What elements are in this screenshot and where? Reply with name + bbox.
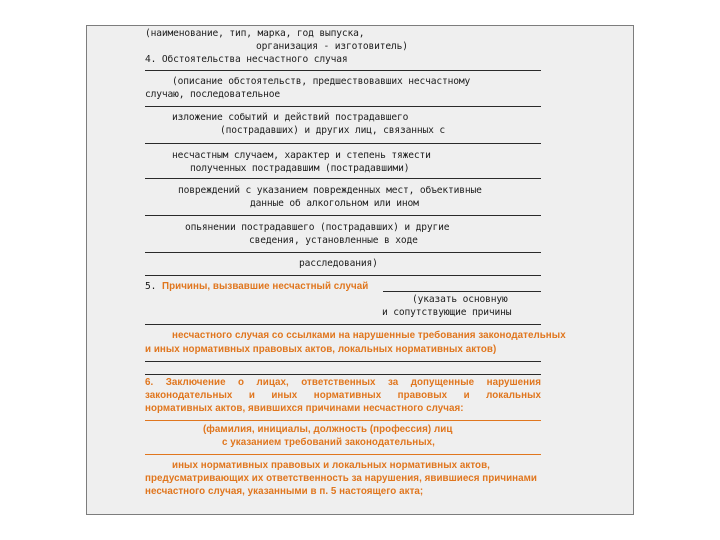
causes-caption-2: и сопутствующие причины [382,307,512,318]
section-6-text: законодательных и иных нормативных правовых и локальных [145,390,541,401]
section-5-number: 5. [145,281,157,292]
equipment-caption: (наименование, тип, марка, год выпуска, [145,28,365,39]
circumstances-caption-2: случаю, последовательное [145,89,281,100]
intoxication-caption: опьянении пострадавшего (пострадавших) и другие [185,222,450,233]
persons-caption: (фамилия, инициалы, должность (профессия) лиц [203,424,453,435]
acts-caption-3: несчастного случая, указанными в п. 5 настоящего акта; [145,486,424,497]
events-caption: изложение событий и действий пострадавшего [172,112,409,123]
fill-line [145,374,541,375]
acts-caption: иных нормативных правовых и локальных нормативных актов, [172,460,490,471]
circumstances-caption: (описание обстоятельств, предшествовавших несчастному [172,76,471,87]
injury-caption-2: полученных пострадавшим (пострадавшими) [190,163,410,174]
fill-line [145,106,541,107]
events-caption-2: (пострадавших) и других лиц, связанных с [220,125,446,136]
causes-reference-2: и иных нормативных правовых актов, локальных нормативных актов) [145,344,497,355]
fill-line [145,420,541,421]
section-6-text-2: нормативных актов, явившихся причинами несчастного случая: [145,403,464,414]
injury-caption: несчастным случаем, характер и степень тяжести [172,150,431,161]
fill-line [145,143,541,144]
persons-caption-2: с указанием требований законодательных, [222,437,435,448]
section-5-heading: Причины, вызвавшие несчастный случай [162,281,369,292]
section-4-heading: 4. Обстоятельства несчастного случая [145,54,348,65]
acts-caption-2: предусматривающих их ответственность за нарушения, явившиеся причинами [145,473,538,484]
investigation-caption: расследования) [299,258,378,269]
fill-line [383,291,541,292]
fill-line [145,454,541,455]
fill-line [145,178,541,179]
fill-line [145,361,541,362]
findings-caption: сведения, установленные в ходе [249,235,418,246]
manufacturer-caption: организация - изготовитель) [256,41,408,52]
fill-line [145,324,541,325]
section-6-heading: 6. Заключение о лицах, ответственных за допущенные нарушения [145,377,541,388]
causes-caption: (указать основную [412,294,508,305]
fill-line [145,252,541,253]
fill-line [145,275,541,276]
fill-line [145,70,541,71]
alcohol-caption: данные об алкогольном или ином [250,198,419,209]
fill-line [145,215,541,216]
damage-caption: повреждений с указанием поврежденных мест, объективные [178,185,482,196]
causes-reference: несчастного случая со ссылками на нарушенные требования законодательных [172,330,566,341]
